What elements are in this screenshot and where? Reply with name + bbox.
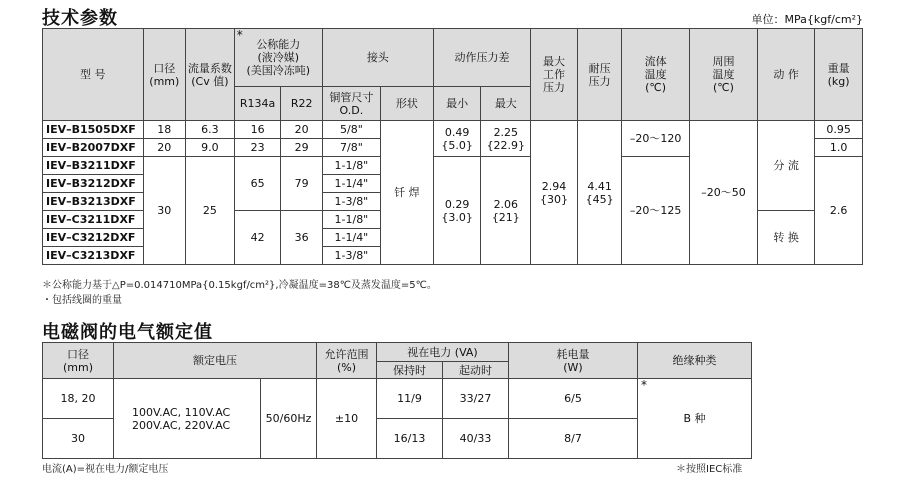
weight-cell: 0.95 bbox=[815, 121, 863, 139]
e-start-cell: 33/27 bbox=[443, 379, 509, 419]
header-weight: 重量 (kg) bbox=[815, 29, 863, 121]
pipe-cell: 1-1/8" bbox=[322, 211, 380, 229]
spec-note-capacity: ＊公称能力基于△P=0.014710MPa{0.15kgf/cm²},冷凝温度=38℃及蒸发温度=5℃。 bbox=[42, 280, 437, 291]
electric-footnote-right: ＊按照IEC标准 bbox=[676, 464, 743, 475]
header-port: 口径 (mm) bbox=[143, 29, 186, 121]
e-hold-cell: 16/13 bbox=[377, 419, 443, 459]
diff-min-cell: 0.49 {5.0} bbox=[433, 121, 481, 157]
header-diff: 动作压力差 bbox=[433, 29, 530, 87]
e-freq-cell: 50/60Hz bbox=[261, 379, 317, 459]
spec-note-weight: ・包括线圈的重量 bbox=[42, 295, 122, 306]
cv-cell: 9.0 bbox=[186, 139, 235, 157]
header-min: 最小 bbox=[433, 87, 481, 121]
header-pipe: 铜管尺寸 O.D. bbox=[322, 87, 380, 121]
r134a-cell: 42 bbox=[234, 211, 281, 265]
action-cell: 转 换 bbox=[758, 211, 815, 265]
diff-min-cell: 0.29 {3.0} bbox=[433, 157, 481, 265]
spec-title: 技术参数 bbox=[42, 8, 118, 29]
e-port-cell: 30 bbox=[43, 419, 114, 459]
proof-cell: 4.41 {45} bbox=[577, 121, 622, 265]
r134a-cell: 23 bbox=[234, 139, 281, 157]
table-row bbox=[43, 121, 863, 139]
e-header-port: 口径 (mm) bbox=[43, 343, 114, 379]
model-cell: IEV–B1505DXF bbox=[43, 121, 144, 139]
electric-title: 电磁阀的电气额定值 bbox=[42, 322, 213, 343]
r22-cell: 79 bbox=[281, 157, 322, 211]
pipe-cell: 1-3/8" bbox=[322, 193, 380, 211]
shape-cell: 钎 焊 bbox=[380, 121, 433, 265]
e-power-cell: 8/7 bbox=[509, 419, 638, 459]
spec-unit: 单位：MPa{kgf/cm²} bbox=[751, 13, 863, 26]
e-header-voltage: 额定电压 bbox=[114, 343, 317, 379]
e-range-cell: ±10 bbox=[317, 379, 377, 459]
weight-cell: 2.6 bbox=[815, 157, 863, 265]
e-header-insulation: 绝缘种类 bbox=[638, 343, 752, 379]
e-start-cell: 40/33 bbox=[443, 419, 509, 459]
insulation-value: B 种 bbox=[683, 412, 706, 425]
amb-temp-cell: –20～50 bbox=[689, 121, 757, 265]
e-header-va: 视在电力 (VA) bbox=[377, 343, 509, 362]
electric-table bbox=[42, 342, 752, 459]
header-proof: 耐压 压力 bbox=[577, 29, 622, 121]
fluid-temp-cell: –20～125 bbox=[622, 157, 689, 265]
header-model: 型 号 bbox=[43, 29, 144, 121]
header-fluid-temp: 流体 温度 (℃) bbox=[622, 29, 689, 121]
action-cell: 分 流 bbox=[758, 121, 815, 211]
r134a-cell: 16 bbox=[234, 121, 281, 139]
pipe-cell: 1-1/8" bbox=[322, 157, 380, 175]
maxwork-cell: 2.94 {30} bbox=[531, 121, 578, 265]
pipe-cell: 7/8" bbox=[322, 139, 380, 157]
port-cell: 18 bbox=[143, 121, 186, 139]
port-cell: 30 bbox=[143, 157, 186, 265]
r22-cell: 36 bbox=[281, 211, 322, 265]
header-maxwork: 最大 工作 压力 bbox=[531, 29, 578, 121]
e-header-power: 耗电量 (W) bbox=[509, 343, 638, 379]
cv-cell: 6.3 bbox=[186, 121, 235, 139]
spec-table bbox=[42, 28, 863, 265]
r22-cell: 20 bbox=[281, 121, 322, 139]
e-insulation-cell bbox=[638, 379, 752, 459]
model-cell: IEV–B3211DXF bbox=[43, 157, 144, 175]
table-row bbox=[43, 379, 752, 419]
pipe-cell: 1-3/8" bbox=[322, 247, 380, 265]
e-header-start: 起动时 bbox=[443, 362, 509, 379]
fluid-temp-cell: –20～120 bbox=[622, 121, 689, 157]
e-port-cell: 18, 20 bbox=[43, 379, 114, 419]
model-cell: IEV–C3213DXF bbox=[43, 247, 144, 265]
header-amb-temp: 周围 温度 (℃) bbox=[689, 29, 757, 121]
r134a-cell: 65 bbox=[234, 157, 281, 211]
header-r22: R22 bbox=[281, 87, 322, 121]
header-shape: 形状 bbox=[380, 87, 433, 121]
header-joint: 接头 bbox=[322, 29, 433, 87]
capacity-label: 公称能力 (液冷媒) (美国冷冻吨) bbox=[246, 38, 311, 77]
r22-cell: 29 bbox=[281, 139, 322, 157]
e-voltage-cell: 100V.AC, 110V.AC 200V.AC, 220V.AC bbox=[114, 379, 261, 459]
header-r134a: R134a bbox=[234, 87, 281, 121]
model-cell: IEV–B2007DXF bbox=[43, 139, 144, 157]
model-cell: IEV–C3211DXF bbox=[43, 211, 144, 229]
insulation-star: * bbox=[641, 378, 647, 392]
e-header-hold: 保持时 bbox=[377, 362, 443, 379]
header-capacity bbox=[234, 29, 322, 87]
cv-cell: 25 bbox=[186, 157, 235, 265]
weight-cell: 1.0 bbox=[815, 139, 863, 157]
electric-footnote-left: 电流(A)=视在电力/额定电压 bbox=[42, 464, 169, 475]
pipe-cell: 1-1/4" bbox=[322, 229, 380, 247]
diff-max-cell: 2.06 {21} bbox=[481, 157, 531, 265]
model-cell: IEV–B3213DXF bbox=[43, 193, 144, 211]
model-cell: IEV–C3212DXF bbox=[43, 229, 144, 247]
header-max: 最大 bbox=[481, 87, 531, 121]
e-power-cell: 6/5 bbox=[509, 379, 638, 419]
e-hold-cell: 11/9 bbox=[377, 379, 443, 419]
e-header-range: 允许范围 (%) bbox=[317, 343, 377, 379]
port-cell: 20 bbox=[143, 139, 186, 157]
header-action: 动 作 bbox=[758, 29, 815, 121]
capacity-star: * bbox=[236, 28, 243, 42]
model-cell: IEV–B3212DXF bbox=[43, 175, 144, 193]
pipe-cell: 1-1/4" bbox=[322, 175, 380, 193]
diff-max-cell: 2.25 {22.9} bbox=[481, 121, 531, 157]
pipe-cell: 5/8" bbox=[322, 121, 380, 139]
header-cv: 流量系数 (Cv 值) bbox=[186, 29, 235, 121]
